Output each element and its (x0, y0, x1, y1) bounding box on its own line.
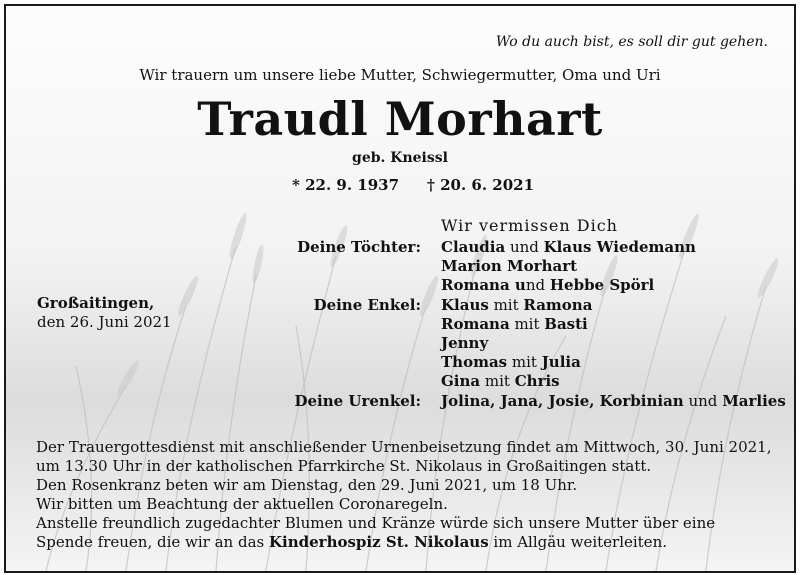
daughter-1 (441, 238, 696, 257)
donation-recipient: Kinderhospiz St. Nikolaus (269, 533, 489, 551)
text: im Allgäu weiterleiten. (488, 533, 667, 551)
death-date: † 20. 6. 2021 (427, 176, 535, 194)
person: Hebbe Spörl (549, 276, 655, 294)
life-dates (292, 176, 534, 194)
person: Romana u (441, 276, 526, 294)
text: Spende freuen, die wir an das (36, 533, 269, 551)
info-line (36, 533, 772, 552)
person: Julia (541, 353, 581, 371)
intro-line: Wir trauern um unsere liebe Mutter, Schwiegermutter, Oma und Uri (139, 66, 661, 84)
grandchild-4 (441, 353, 581, 372)
place: Großaitingen, (37, 294, 155, 312)
person: Marlies (722, 392, 786, 410)
person: Jolina, Jana, Josie, Korbinian (441, 392, 684, 410)
person: Gina (441, 372, 481, 390)
deceased-name: Traudl Morhart (197, 92, 603, 146)
conjunction: mit (509, 315, 545, 333)
person: Klaus (441, 296, 489, 314)
person: Klaus Wiedemann (543, 238, 696, 256)
obituary-notice (4, 4, 796, 573)
info-line: Wir bitten um Beachtung der aktuellen Coronaregeln. (36, 495, 448, 513)
info-line: um 13.30 Uhr in der katholischen Pfarrkirche St. Nikolaus in Großaitingen statt. (36, 457, 652, 475)
grandchildren-label: Deine Enkel: (313, 296, 421, 314)
great-grandchildren (441, 392, 786, 411)
great-grandchildren-label: Deine Urenkel: (294, 392, 421, 410)
person: Claudia (441, 238, 506, 256)
grandchild-1 (441, 296, 592, 315)
birth-date: * 22. 9. 1937 (292, 176, 400, 194)
grandchild-3: Jenny (441, 334, 489, 352)
conjunction: und (683, 392, 723, 410)
person: Basti (544, 315, 588, 333)
birth-name: geb. Kneissl (352, 150, 448, 166)
conjunction: mit (480, 372, 515, 390)
conjunction: mit (507, 353, 542, 371)
motto-quote: Wo du auch bist, es soll dir gut gehen. (495, 34, 768, 50)
info-line: Anstelle freundlich zugedachter Blumen und Kränze würde sich unsere Mutter über eine (36, 514, 716, 532)
conjunction: nd (525, 276, 550, 294)
daughters-label: Deine Töchter: (297, 238, 421, 256)
daughter-3 (441, 276, 654, 295)
info-line: Der Trauergottesdienst mit anschließender Urnenbeisetzung findet am Mittwoch, 30. Juni 2021, (36, 438, 772, 456)
info-line: Den Rosenkranz beten wir am Dienstag, den 29. Juni 2021, um 18 Uhr. (36, 476, 578, 494)
grandchild-2 (441, 315, 588, 334)
service-information (36, 438, 772, 552)
person: Ramona (523, 296, 593, 314)
person: Romana (441, 315, 510, 333)
conjunction: und (505, 238, 544, 256)
person: Thomas (441, 353, 508, 371)
person: Chris (514, 372, 560, 390)
family-motto: Wir vermissen Dich (441, 216, 618, 235)
conjunction: mit (488, 296, 524, 314)
grandchild-5 (441, 372, 560, 391)
daughter-2: Marion Morhart (441, 257, 578, 275)
notice-date: den 26. Juni 2021 (37, 313, 172, 331)
